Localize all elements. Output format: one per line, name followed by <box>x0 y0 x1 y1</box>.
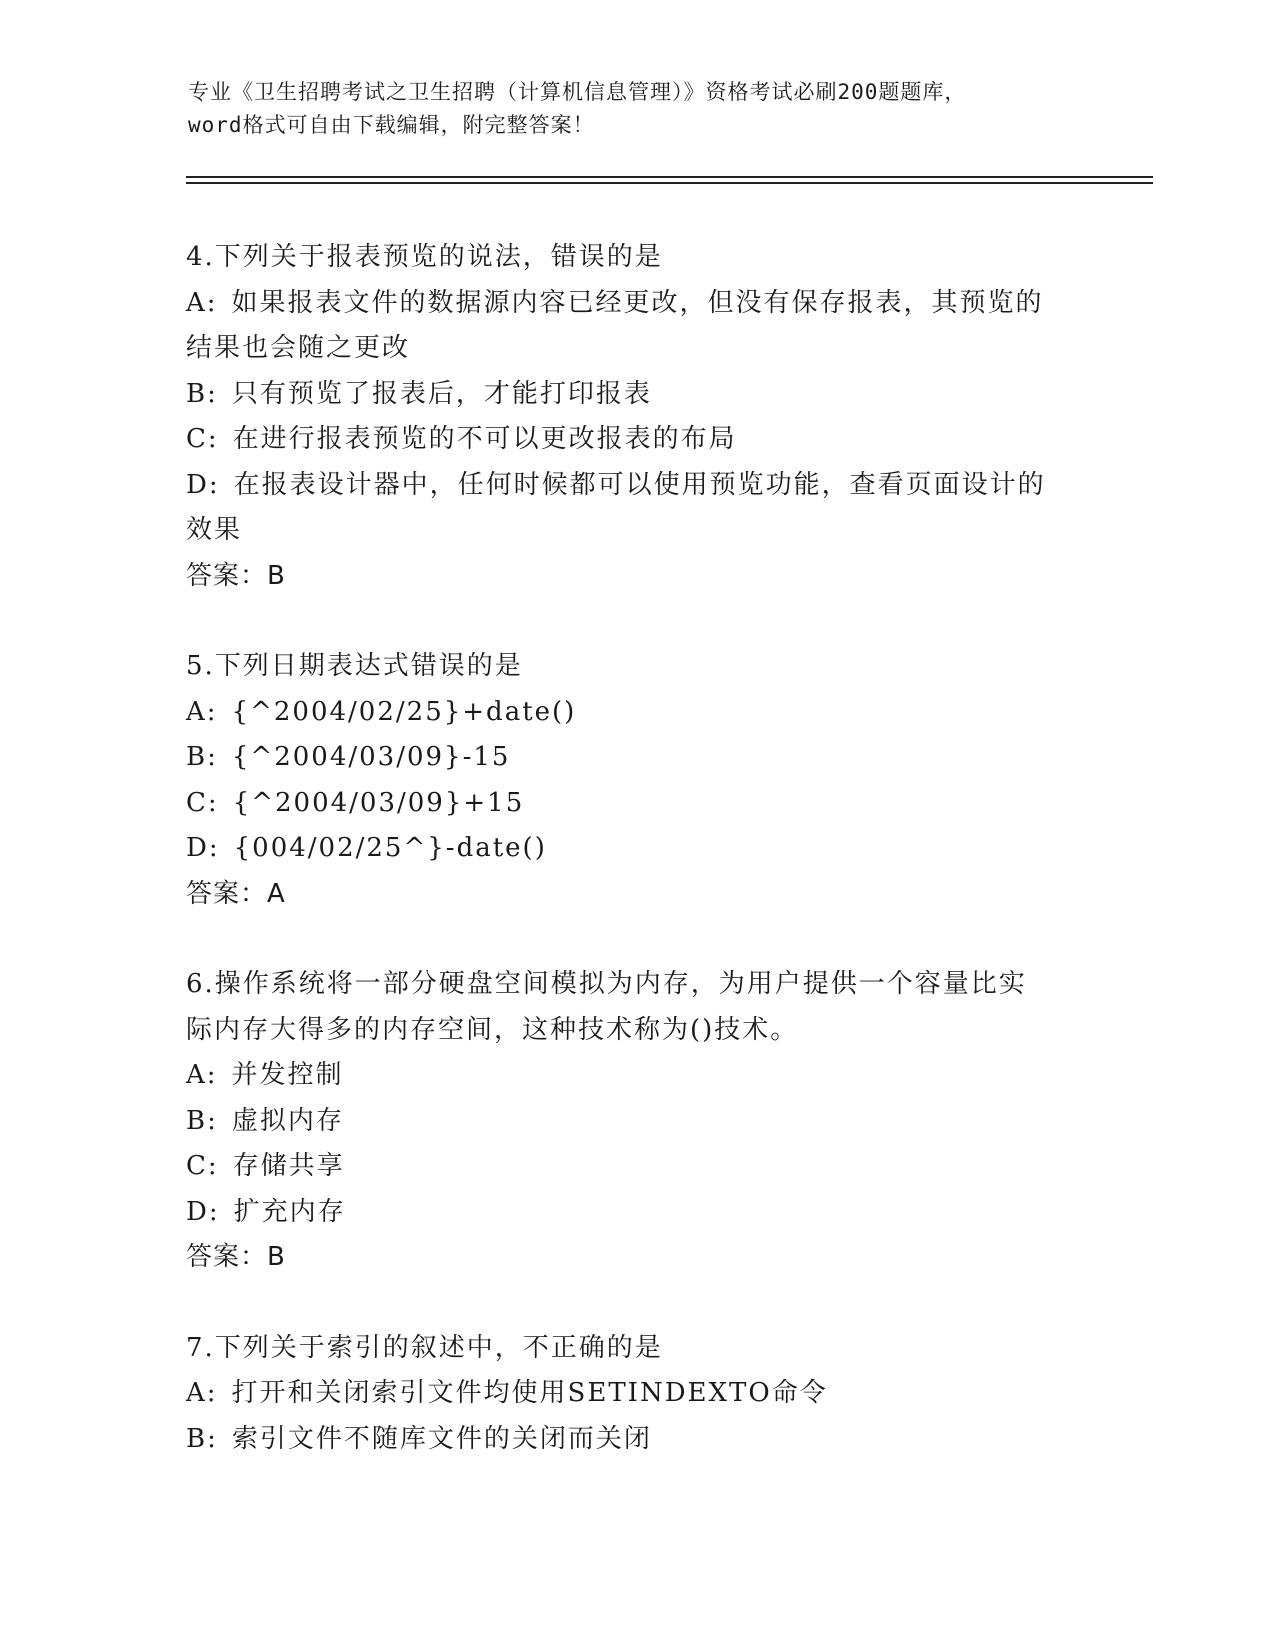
option-text: 在进行报表预览的不可以更改报表的布局 <box>232 424 737 454</box>
option-line <box>186 508 1086 554</box>
option-text: 并发控制 <box>231 1060 344 1090</box>
option-label: C: <box>186 787 219 818</box>
option-label: B: <box>186 1423 218 1454</box>
option-text: 在报表设计器中，任何时候都可以使用预览功能，查看页面设计的 <box>233 469 1046 500</box>
option-label: D: <box>186 833 220 863</box>
option-line <box>186 463 1086 509</box>
header-divider-bottom <box>186 182 1153 184</box>
question-list <box>186 235 1086 1507</box>
option-text: 索引文件不随库文件的关闭而关闭 <box>231 1423 652 1454</box>
option-line <box>186 1099 1086 1145</box>
option-line <box>186 372 1086 418</box>
question-item <box>186 235 1086 599</box>
option-line <box>186 781 1086 827</box>
option-text: 虚拟内存 <box>231 1105 344 1136</box>
option-text: {004/02/25^}-date() <box>233 833 547 863</box>
option-label: D: <box>186 469 220 500</box>
option-label: C: <box>186 1151 219 1181</box>
answer-text: 答案：B <box>186 1242 286 1272</box>
option-label: C: <box>186 424 219 454</box>
option-line <box>186 1144 1086 1190</box>
question-item <box>186 644 1086 917</box>
question-stem: 4.下列关于报表预览的说法，错误的是 <box>186 242 663 272</box>
option-text: {^2004/03/09}-15 <box>231 742 511 772</box>
header-divider-top <box>186 176 1153 178</box>
option-text: 存储共享 <box>232 1151 345 1181</box>
option-text: 如果报表文件的数据源内容已经更改，但没有保存报表，其预览的 <box>231 287 1044 318</box>
option-line <box>186 281 1086 327</box>
option-label: A: <box>186 1378 218 1408</box>
question-item <box>186 1326 1086 1463</box>
option-line <box>186 1053 1086 1099</box>
option-line <box>186 326 1086 372</box>
option-line <box>186 690 1086 736</box>
option-label: B: <box>186 378 218 409</box>
option-line <box>186 417 1086 463</box>
option-text: 只有预览了报表后，才能打印报表 <box>231 378 652 409</box>
option-text: 打开和关闭索引文件均使用SETINDEXTO命令 <box>231 1378 828 1408</box>
header-title-line-1: 专业《卫生招聘考试之卫生招聘（计算机信息管理）》资格考试必刷200题题库， <box>188 80 967 104</box>
option-line <box>186 826 1086 872</box>
option-line <box>186 1417 1086 1463</box>
option-label: B: <box>186 742 218 772</box>
option-line <box>186 1371 1086 1417</box>
header-title-line-2: word格式可自由下载编辑，附完整答案！ <box>188 113 595 137</box>
answer-text: 答案：A <box>186 878 286 909</box>
option-text: {^2004/02/25}+date() <box>231 696 577 727</box>
document-header <box>188 76 1088 142</box>
option-label: B: <box>186 1105 218 1136</box>
question-stem: 6.操作系统将一部分硬盘空间模拟为内存，为用户提供一个容量比实 <box>186 969 1027 999</box>
question-stem: 5.下列日期表达式错误的是 <box>186 651 523 681</box>
option-label: A: <box>186 287 218 318</box>
option-label: A: <box>186 1060 218 1090</box>
question-stem: 际内存大得多的内存空间，这种技术称为()技术。 <box>186 1014 799 1045</box>
option-text: 效果 <box>186 515 243 545</box>
question-stem: 7.下列关于索引的叙述中，不正确的是 <box>186 1332 663 1363</box>
option-text: 结果也会随之更改 <box>186 333 411 363</box>
option-label: A: <box>186 696 218 727</box>
option-text: {^2004/03/09}+15 <box>232 787 525 818</box>
option-label: D: <box>186 1196 220 1227</box>
option-line <box>186 1190 1086 1236</box>
option-line <box>186 735 1086 781</box>
question-item <box>186 962 1086 1281</box>
answer-text: 答案：B <box>186 560 286 591</box>
option-text: 扩充内存 <box>233 1196 346 1227</box>
